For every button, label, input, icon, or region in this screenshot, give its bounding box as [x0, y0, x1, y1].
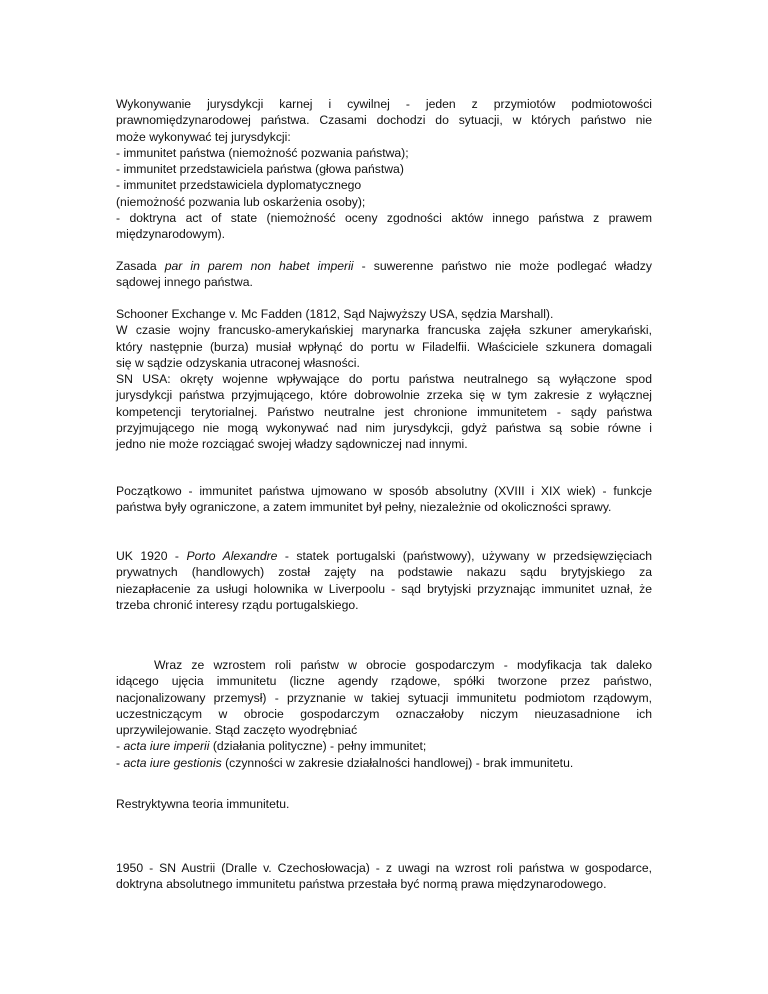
text-line: państwa były ograniczone, a zatem immunitet był pełny, niezależnie od okoliczności sprawy.: [116, 500, 612, 515]
text-line: (niemożność pozwania lub oskarżenia osoby);: [116, 194, 366, 209]
text-line: uprzywilejowanie. Stąd zaczęto wyodrębniać: [116, 723, 358, 738]
text-line: jurysdykcji państwa przyjmującego, które dobrowolnie zrzeka się w tym zakresie z wyłącznej: [116, 388, 652, 403]
text-line: trzeba chronić interesy rządu portugalskiego.: [116, 597, 359, 612]
paragraph-par-in-parem: [116, 258, 652, 291]
paragraph-jurisdiction: [116, 96, 652, 243]
text-line: może wykonywać tej jurysdykcji:: [116, 129, 291, 144]
text-fragment: Zasada: [116, 259, 165, 273]
text-fragment: (działania polityczne) - pełny immunitet;: [209, 739, 427, 754]
text-line: Restryktywna teoria immunitetu.: [116, 797, 290, 811]
text-line: prywatnych (handlowych) został zajęty na podstawie nakazu sądu brytyjskiego za: [116, 565, 652, 580]
list-item: - immunitet przedstawiciela dyplomatycznego: [116, 178, 362, 193]
text-line: się w sądzie odzyskania utraconej własności.: [116, 355, 360, 370]
text-line: Początkowo - immunitet państwa ujmowano w sposób absolutny (XVIII i XIX wiek) - funkcje: [116, 484, 652, 498]
text-line: W czasie wojny francusko-amerykańskiej marynarka francuska zajęła szkuner amerykański,: [116, 323, 652, 338]
text-line: sądowej innego państwa.: [116, 275, 253, 290]
text-line: międzynarodowym).: [116, 227, 226, 242]
text-line: prawnomiędzynarodowej państwa. Czasami dochodzi do sytuacji, w których państwo nie: [116, 113, 652, 128]
text-line: Wraz ze wzrostem roli państw w obrocie gospodarczym - modyfikacja tak daleko: [154, 658, 652, 672]
text-line: przyjmującego nie mogą wykonywać nad nim jurysdykcji, gdyż państwa są sobie równe i: [116, 421, 652, 436]
text-line: jedno nie może rozciągać swojej władzy sądowniczej nad innymi.: [116, 437, 468, 452]
text-line: 1950 - SN Austrii (Dralle v. Czechosłowacja) - z uwagi na wzrost roli państwa w gospodarce,: [116, 861, 652, 875]
text-line: który następnie (burza) musiał wpłynąć do portu w Filadelfii. Właściciele szkunera domagali: [116, 339, 652, 354]
list-item: [116, 755, 652, 771]
latin-phrase: acta iure gestionis: [123, 755, 222, 770]
text-line: Wykonywanie jurysdykcji karnej i cywilnej - jeden z przymiotów podmiotowości: [116, 97, 652, 111]
paragraph-porto-alexandre: [116, 548, 652, 613]
text-line: kompetencji terytorialnej. Państwo neutralne jest chronione immunitetem - sądy państwa: [116, 404, 652, 419]
text-fragment: (czynności w zakresie działalności handlowej) - brak immunitetu.: [221, 755, 574, 770]
list-item: [116, 738, 652, 754]
paragraph-absolute-immunity: [116, 483, 652, 516]
paragraph-restrictive-theory: [116, 796, 652, 812]
text-line: niezapłacenie za usługi holownika w Liverpoolu - sąd brytyjski przyznając immunitet uznał, że: [116, 581, 652, 596]
paragraph-economic-role: [116, 657, 652, 771]
text-line: idącego ujęcia immunitetu (liczne agendy rządowe, spółki tworzone przez państwo,: [116, 674, 652, 689]
paragraph-dralle: [116, 860, 652, 893]
text-fragment: UK 1920 -: [116, 549, 187, 563]
list-item: - immunitet państwa (niemożność pozwania państwa);: [116, 145, 409, 160]
list-dash: -: [116, 755, 124, 770]
paragraph-schooner-exchange: [116, 306, 652, 453]
list-item: - immunitet przedstawiciela państwa (głowa państwa): [116, 162, 404, 177]
text-line: SN USA: okręty wojenne wpływające do portu państwa neutralnego są wyłączone spod: [116, 372, 652, 387]
text-line: doktryna absolutnego immunitetu państwa przestała być normą prawa międzynarodowego.: [116, 877, 607, 892]
text-line: [116, 548, 652, 564]
text-line: Schooner Exchange v. Mc Fadden (1812, Sąd Najwyższy USA, sędzia Marshall).: [116, 307, 554, 321]
text-fragment: - suwerenne państwo nie może podlegać władzy: [353, 259, 652, 273]
text-fragment: - statek portugalski (państwowy), używany w przedsięwzięciach: [277, 549, 653, 563]
list-dash: -: [116, 739, 124, 754]
latin-phrase: par in parem non habet imperii: [164, 259, 354, 273]
text-line: nacjonalizowany przemysł) - przyznanie w takiej sytuacji immunitetu podmiotom rządowym,: [116, 690, 652, 705]
text-line: uczestniczącym w obrocie gospodarczym oznaczałoby niczym nieuzasadnione ich: [116, 706, 652, 721]
text-line: [116, 258, 652, 274]
latin-phrase: acta iure imperii: [123, 739, 210, 754]
case-name: Porto Alexandre: [186, 549, 278, 563]
list-item: - doktryna act of state (niemożność oceny zgodności aktów innego państwa z prawem: [116, 211, 652, 226]
